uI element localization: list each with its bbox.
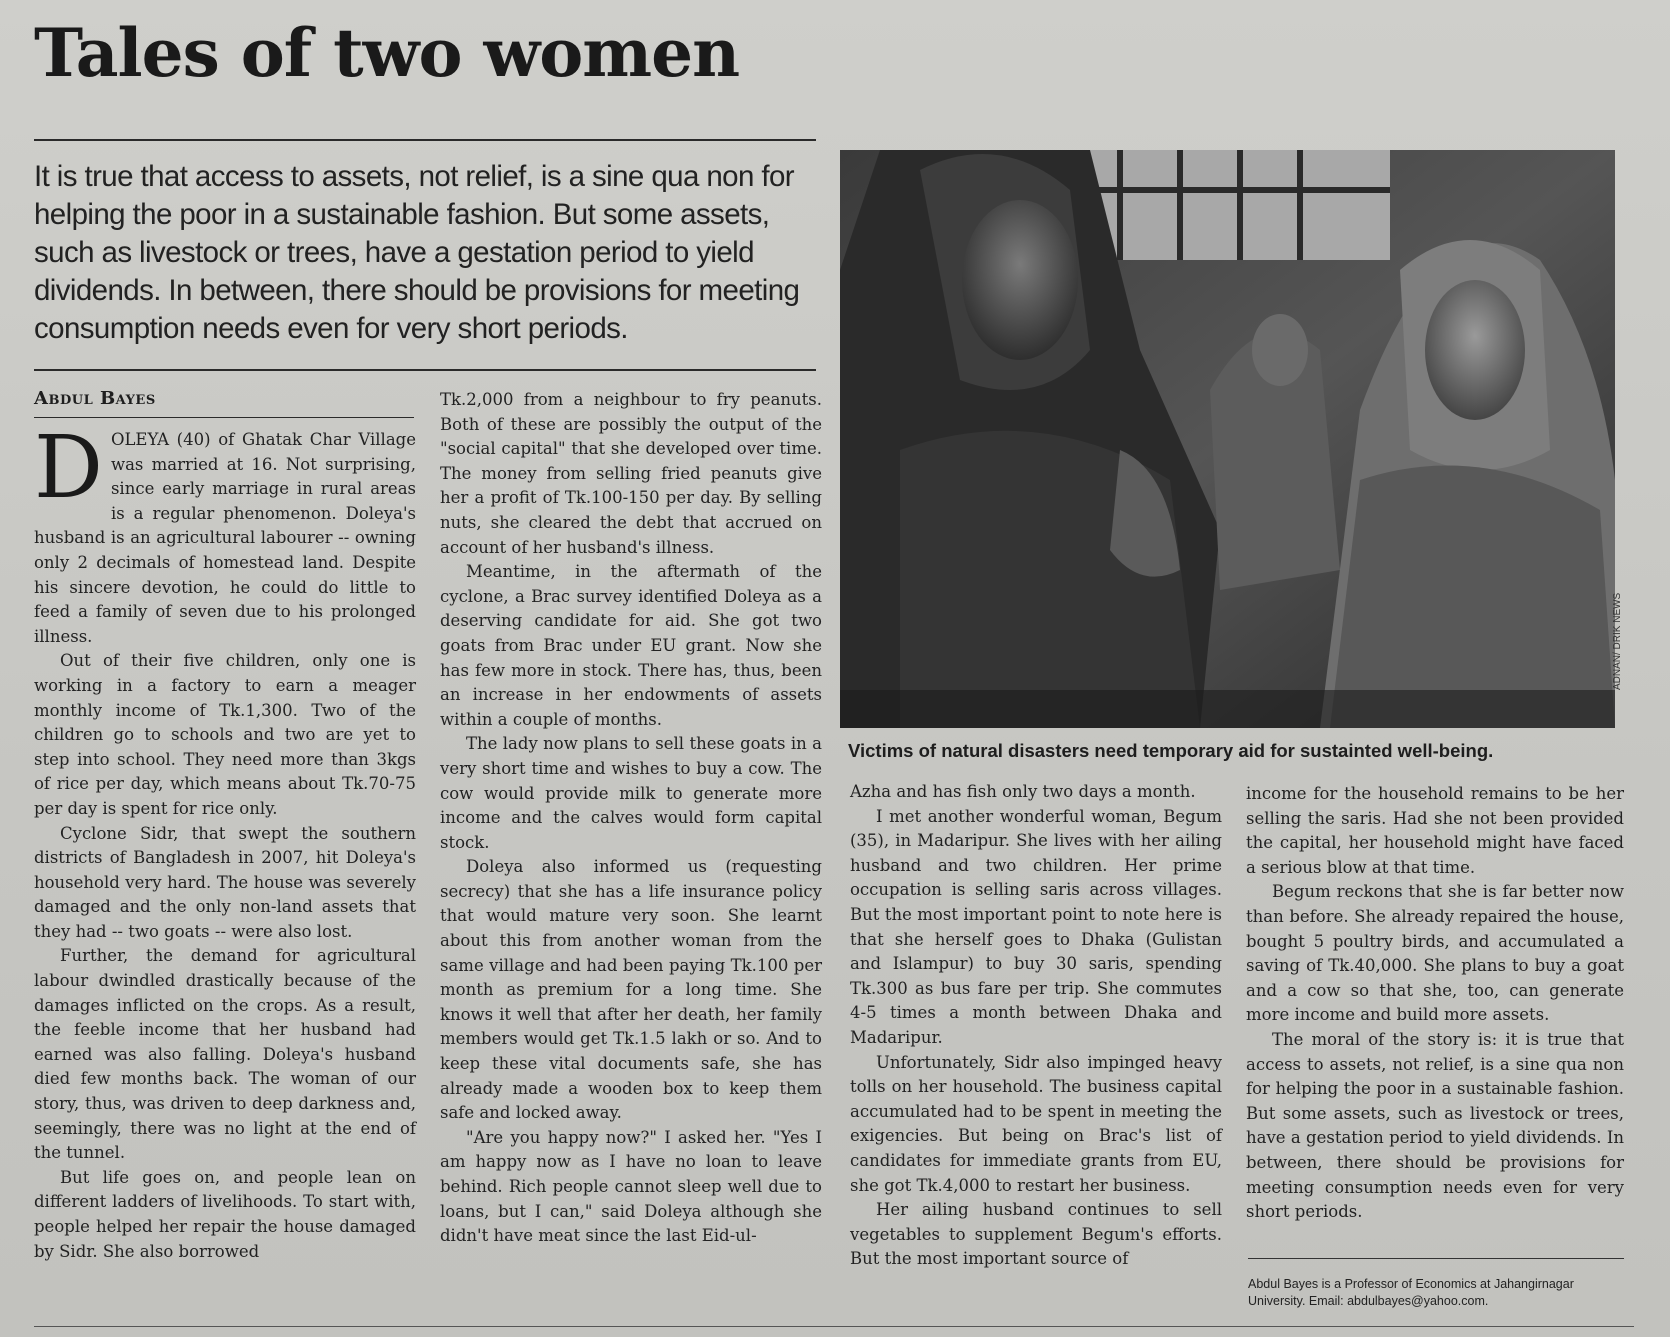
paragraph: I met another wonderful woman, Begum (35), in Madaripur. She lives with her ailing husband and two children. Her prime occupation is selling saris across villages. But the most important point to note here is that she herself goes to Dhaka (Gulistan and Islampur) to buy 30 saris, spending Tk.300 as bus fare per trip. She commutes 4-5 times a month between Dhaka and Madaripur. xyxy=(850,806,1222,1047)
paragraph: Doleya also informed us (requesting secrecy) that she has a life insurance policy that would mature very soon. She learnt about this from another woman from the same village and had been paying Tk.100 per month as premium for a long time. She knows it well that after her death, her family members would get Tk.1.5 lakh or so. And to keep these vital documents safe, she has already made a wooden box to keep them safe and locked away. xyxy=(440,857,822,1123)
news-photo xyxy=(840,150,1615,728)
standfirst-rule xyxy=(34,369,816,371)
paragraph: Azha and has fish only two days a month. xyxy=(850,782,1196,801)
photo-credit: ADNAN/ DRIK NEWS xyxy=(1612,592,1623,690)
byline: Abdul Bayes xyxy=(34,388,156,409)
article-column-3 xyxy=(850,780,1222,1272)
article-column-4 xyxy=(1246,782,1624,1225)
paragraph: Her ailing husband continues to sell vegetables to supplement Begum's efforts. But the most important source of xyxy=(850,1200,1222,1269)
article-column-2 xyxy=(440,388,822,1249)
paragraph: Out of their five children, only one is working in a factory to earn a meager monthly income of Tk.1,300. Two of the children go to schools and two are yet to step into school. They need more than 3kgs of rice per day, which means about Tk.70-75 per day is spent for rice only. xyxy=(34,651,416,818)
bio-rule xyxy=(1248,1258,1624,1259)
paragraph: Tk.2,000 from a neighbour to fry peanuts. Both of these are possibly the output of the "social capital" that she developed over time. The money from selling fried peanuts give her a profit of Tk.100-150 per day. By selling nuts, she cleared the debt that accrued on account of her husband's illness. xyxy=(440,390,822,557)
paragraph: DOLEYA (40) of Ghatak Char Village was married at 16. Not surprising, since early marriage in rural areas is a regular phenomenon. Doleya's husband is an agricultural labourer -- owning only 2 decimals of homestead land. Despite his sincere devotion, he could do little to feed a family of seven due to his prolonged illness. xyxy=(34,418,416,646)
paragraph: Further, the demand for agricultural labour dwindled drastically because of the damages inflicted on the crops. As a result, the feeble income that her husband had earned was also falling. Doleya's husband died few months back. The woman of our story, thus, was driven to deep darkness and, seemingly, there was no light at the end of the tunnel. xyxy=(34,946,416,1163)
photo-of-women xyxy=(840,150,1615,728)
paragraph: Cyclone Sidr, that swept the southern districts of Bangladesh in 2007, hit Doleya's household very hard. The house was severely damaged and the only non-land assets that they had -- two goats -- were also lost. xyxy=(34,823,416,941)
author-bio: Abdul Bayes is a Professor of Economics at Jahangirnagar University. Email: abdulbayes@yahoo.com. xyxy=(1248,1277,1574,1308)
bottom-rule xyxy=(34,1326,1634,1327)
paragraph: "Are you happy now?" I asked her. "Yes I am happy now as I have no loan to leave behind. Rich people cannot sleep well due to loans, but I can," said Doleya although she didn't have meat since the last Eid-ul- xyxy=(440,1127,822,1246)
headline: Tales of two women xyxy=(34,14,740,92)
photo-caption: Victims of natural disasters need temporary aid for sustainted well-being. xyxy=(848,740,1494,761)
paragraph: income for the household remains to be her selling the saris. Had she not been provided the capital, her household might have faced a serious blow at that time. xyxy=(1246,784,1624,877)
paragraph: Unfortunately, Sidr also impinged heavy tolls on her household. The business capital accumulated had to be spent in meeting the exigencies. But being on Brac's list of candidates for immediate grants from EU, she got Tk.4,000 to restart her business. xyxy=(850,1052,1222,1195)
top-rule xyxy=(34,139,816,141)
paragraph: But life goes on, and people lean on different ladders of livelihoods. To start with, people helped her repair the house damaged by Sidr. She also borrowed xyxy=(34,1167,416,1261)
standfirst: It is true that access to assets, not relief, is a sine qua non for helping the poor in a sustainable fashion. But some assets, such as livestock or trees, have a gestation period to yield dividends. In between, there should be provisions for meeting consumption needs even for very short periods. xyxy=(34,160,800,345)
paragraph: Begum reckons that she is far better now than before. She already repaired the house, bought 5 poultry birds, and accumulated a saving of Tk.40,000. She plans to buy a goat and a cow so that she, too, can generate more income and build more assets. xyxy=(1246,882,1624,1025)
paragraph: The moral of the story is: it is true that access to assets, not relief, is a sine qua non for helping the poor in a sustainable fashion. But some assets, such as livestock or trees, have a gestation period to yield dividends. In between, there should be provisions for meeting consumption needs even for very short periods. xyxy=(1246,1029,1624,1222)
article-column-1 xyxy=(34,418,416,1264)
drop-cap: D xyxy=(34,418,103,518)
paragraph: The lady now plans to sell these goats in a very short time and wishes to buy a cow. The cow would provide milk to generate more income and the calves would form capital stock. xyxy=(440,734,822,852)
paragraph: Meantime, in the aftermath of the cyclone, a Brac survey identified Doleya as a deserving candidate for aid. She got two goats from Brac under EU grant. Now she has few more in stock. There has, thus, been an increase in her endowments of assets within a couple of months. xyxy=(440,562,822,729)
